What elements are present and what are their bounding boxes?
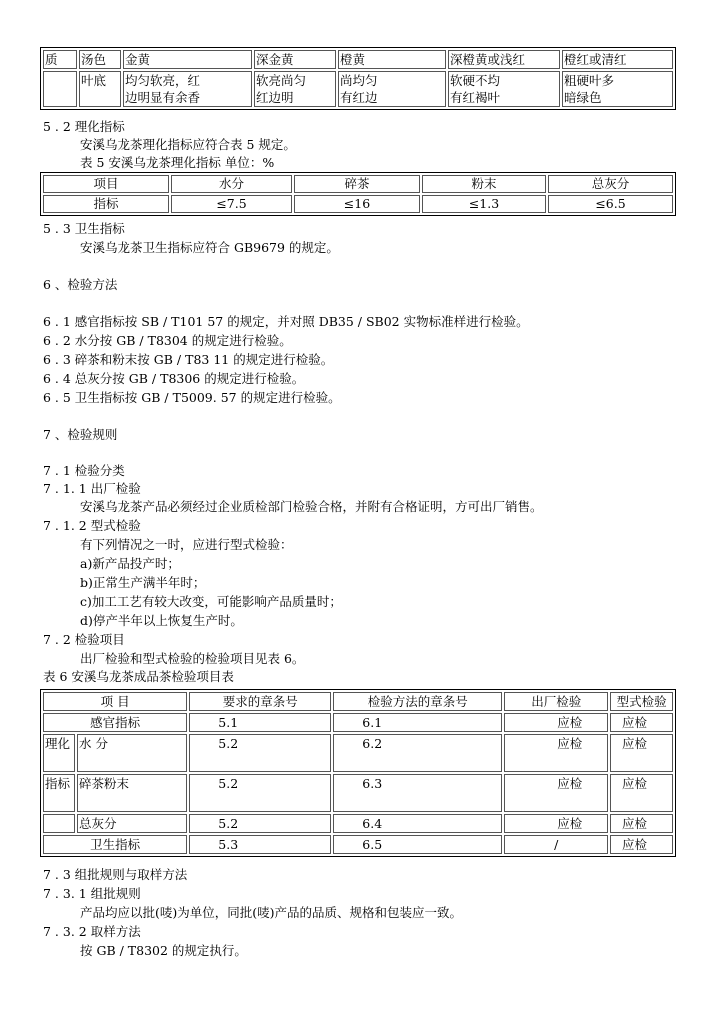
table-cell: 碎茶粉末 [77,774,187,812]
cell-line: 软硬不均 [450,73,501,88]
table-cell: 5.2 [189,734,331,772]
paragraph: 6 . 5 卫生指标按 GB / T5009. 57 的规定进行检验。 [43,390,341,405]
table-header: 粉末 [422,175,546,193]
table-cell: 6.2 [333,734,502,772]
table-cell: 指标 [43,774,75,812]
table-caption: 表 6 安溪乌龙茶成品茶检验项目表 [43,669,234,684]
table-header: 检验方法的章条号 [333,692,502,711]
table-cell: 叶底 [79,71,121,107]
table-cell: 感官指标 [43,713,187,732]
table-row [43,734,673,772]
cell-line: 粗硬叶多 [564,73,615,88]
list-item: a)新产品投产时； [80,556,180,571]
table-cell: 指标 [43,195,169,213]
table-cell: 橙红或清红 [562,50,673,69]
paragraph: 有下列情况之一时，应进行型式检验： [80,537,293,552]
table-cell: 应检 [610,734,673,772]
section-heading: 7 . 1. 2 型式检验 [43,518,141,533]
table-row [43,50,673,69]
table-cell: 水 分 [77,734,187,772]
table-header: 水分 [171,175,292,193]
section-heading: 7 . 3. 2 取样方法 [43,924,141,939]
table-cell: 5.1 [189,713,331,732]
table-cell [43,814,75,833]
table-cell: 深金黄 [254,50,336,69]
table-row [43,814,673,833]
table-cell: 理化 [43,734,75,772]
table-row [43,774,673,812]
section-heading: 7 . 3 组批规则与取样方法 [43,867,188,882]
paragraph: 6 . 1 感官指标按 SB / T101 57 的规定，并对照 DB35 / SB02 实物标准样进行检验。 [43,314,529,329]
table-header: 项目 [43,175,169,193]
table-header: 项 目 [43,692,187,711]
table-cell: 深橙黄或浅红 [448,50,560,69]
section-heading: 6 、检验方法 [43,277,118,292]
section-heading: 7 . 2 检验项目 [43,632,125,647]
paragraph: 6 . 4 总灰分按 GB / T8306 的规定进行检验。 [43,371,305,386]
table-header: 要求的章条号 [189,692,331,711]
cell-line: 暗绿色 [564,90,602,105]
table-header-row [43,692,673,711]
table-header: 碎茶 [294,175,420,193]
section-heading: 7 、检验规则 [43,427,118,442]
table-cell: 质 [43,50,77,69]
cell-line: 有红边 [340,90,378,105]
table-cell: ≤6.5 [548,195,673,213]
paragraph: 安溪乌龙茶理化指标应符合表 5 规定。 [80,137,296,152]
sensory-table [40,47,676,110]
section-heading: 7 . 1. 1 出厂检验 [43,481,141,496]
paragraph: 按 GB / T8302 的规定执行。 [80,943,247,958]
section-heading: 7 . 3. 1 组批规则 [43,886,141,901]
paragraph: 6 . 3 碎茶和粉末按 GB / T83 11 的规定进行检验。 [43,352,334,367]
table-cell: ≤7.5 [171,195,292,213]
table-cell: 金黄 [123,50,252,69]
list-item: b)正常生产满半年时； [80,575,206,590]
table-cell: 5.2 [189,814,331,833]
table-header-row [43,175,673,193]
section-heading: 7 . 1 检验分类 [43,463,125,478]
table-row [43,835,673,854]
paragraph: 产品均应以批(唛)为单位，同批(唛)产品的品质、规格和包装应一致。 [80,905,463,920]
paragraph: 出厂检验和型式检验的检验项目见表 6。 [80,651,305,666]
table-row [43,71,673,107]
table-cell: 橙黄 [338,50,446,69]
list-item: d)停产半年以上恢复生产时。 [80,613,243,628]
table-cell [338,71,446,107]
physicochemical-table [40,172,676,216]
inspection-items-table [40,689,676,857]
list-item: c)加工工艺有较大改变，可能影响产品质量时； [80,594,342,609]
table-cell: 5.3 [189,835,331,854]
cell-line: 均匀软亮，红 [125,73,201,88]
table-cell: 汤色 [79,50,121,69]
table-cell: 总灰分 [77,814,187,833]
table-cell [123,71,252,107]
table-cell [562,71,673,107]
table-cell: ≤16 [294,195,420,213]
table-header: 出厂检验 [504,692,608,711]
table-cell [448,71,560,107]
table-cell: 应检 [504,774,608,812]
table-cell: ≤1.3 [422,195,546,213]
table-cell: 应检 [610,713,673,732]
cell-line: 有红褐叶 [450,90,501,105]
table-cell: 6.3 [333,774,502,812]
table-cell [254,71,336,107]
table-cell: 6.5 [333,835,502,854]
paragraph: 6 . 2 水分按 GB / T8304 的规定进行检验。 [43,333,292,348]
table-cell: 6.4 [333,814,502,833]
cell-line: 软亮尚匀 [256,73,307,88]
cell-line: 边明显有余香 [125,90,201,105]
paragraph: 安溪乌龙茶产品必须经过企业质检部门检验合格，并附有合格证明，方可出厂销售。 [80,499,543,514]
table-cell: 应检 [610,774,673,812]
table-header: 型式检验 [610,692,673,711]
table-cell: 卫生指标 [43,835,187,854]
section-heading: 5 . 2 理化指标 [43,119,125,134]
table-header: 总灰分 [548,175,673,193]
table-cell: 应检 [504,734,608,772]
table-caption: 表 5 安溪乌龙茶理化指标 单位：% [80,155,275,170]
table-row [43,713,673,732]
table-cell: 5.2 [189,774,331,812]
table-cell [43,71,77,107]
paragraph: 安溪乌龙茶卫生指标应符合 GB9679 的规定。 [80,240,339,255]
table-cell: 应检 [610,814,673,833]
table-cell: / [504,835,608,854]
table-cell: 应检 [504,713,608,732]
table-cell: 应检 [504,814,608,833]
section-heading: 5 . 3 卫生指标 [43,221,125,236]
table-cell: 6.1 [333,713,502,732]
table-cell: 应检 [610,835,673,854]
cell-line: 红边明 [256,90,294,105]
cell-line: 尚均匀 [340,73,378,88]
table-row [43,195,673,213]
